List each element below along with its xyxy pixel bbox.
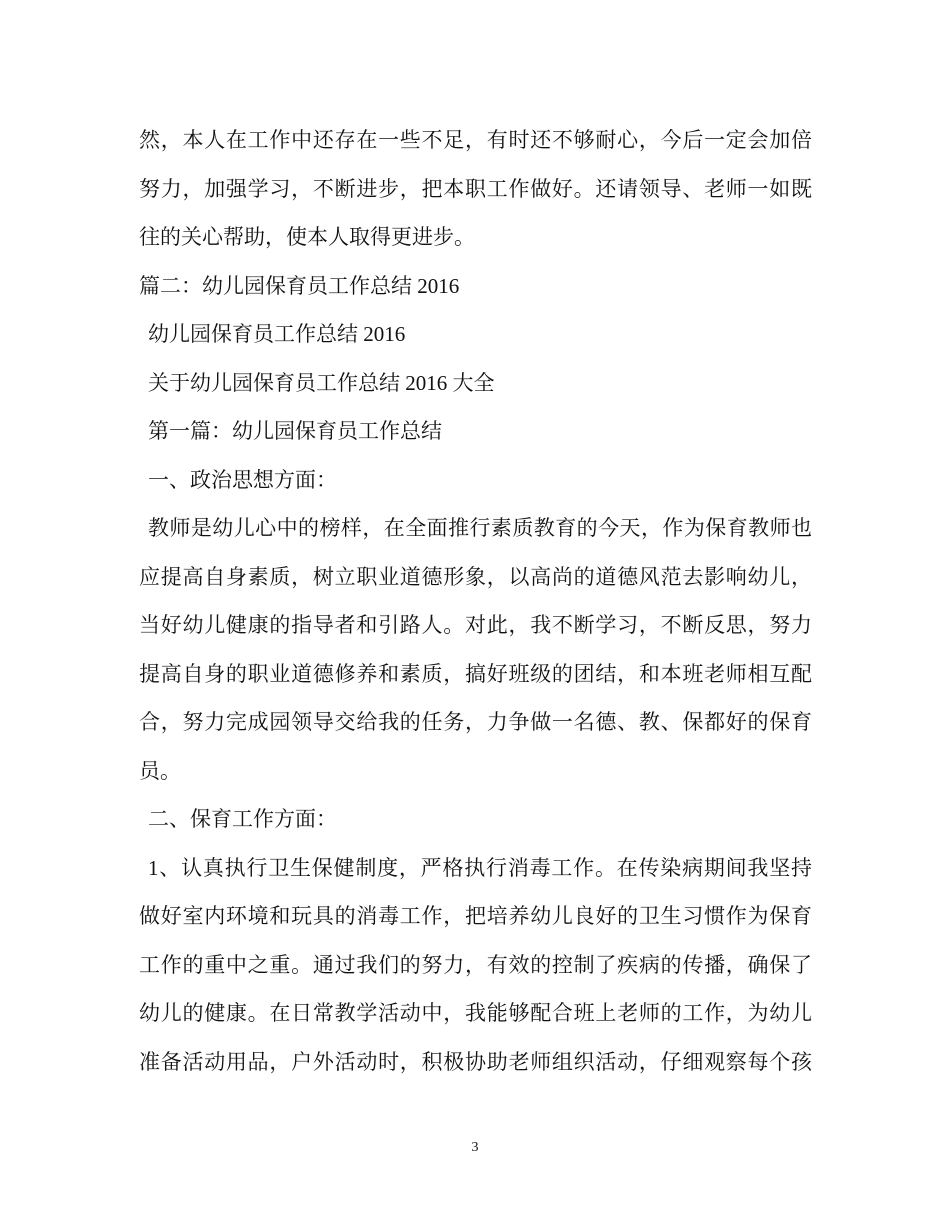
document-subtitle: 关于幼儿园保育员工作总结 2016 大全 xyxy=(148,370,495,395)
document-title: 幼儿园保育员工作总结 2016 xyxy=(148,322,406,346)
page-number: 3 xyxy=(471,1140,479,1155)
text-line: 然，本人在工作中还存在一些不足，有时还不够耐心，今后一定会加倍 xyxy=(139,128,812,152)
text-line: 做好室内环境和玩具的消毒工作，把培养幼儿良好的卫生习惯作为保育 xyxy=(139,904,812,928)
document-body xyxy=(139,116,812,1086)
chapter-heading: 第一篇：幼儿园保育员工作总结 xyxy=(148,419,442,443)
text-line: 准备活动用品，户外活动时，积极协助老师组织活动，仔细观察每个孩 xyxy=(139,1049,812,1074)
text-line: 往的关心帮助，使本人取得更进步。 xyxy=(139,225,475,249)
text-line: 努力，加强学习，不断进步，把本职工作做好。还请领导、老师一如既 xyxy=(139,176,812,201)
text-line: 教师是幼儿心中的榜样，在全面推行素质教育的今天，作为保育教师也 xyxy=(148,516,812,540)
text-line: 应提高自身素质，树立职业道德形象，以高尚的道德风范去影响幼儿， xyxy=(139,564,812,589)
text-line: 提高自身的职业道德修养和素质，搞好班级的团结，和本班老师相互配 xyxy=(139,661,812,686)
subsection-heading: 二、保育工作方面： xyxy=(148,807,337,831)
subsection-heading: 一、政治思想方面： xyxy=(148,467,337,492)
text-line: 工作的重中之重。通过我们的努力，有效的控制了疾病的传播，确保了 xyxy=(139,952,812,977)
text-line: 合，努力完成园领导交给我的任务，力争做一名德、教、保都好的保育 xyxy=(139,710,812,734)
text-line: 幼儿的健康。在日常教学活动中，我能够配合班上老师的工作，为幼儿 xyxy=(139,1001,812,1025)
section-heading: 篇二：幼儿园保育员工作总结 2016 xyxy=(139,273,460,298)
text-line: 员。 xyxy=(139,758,181,783)
text-line: 当好幼儿健康的指导者和引路人。对此，我不断学习，不断反思，努力 xyxy=(139,613,812,637)
text-line: 1、认真执行卫生保健制度，严格执行消毒工作。在传染病期间我坚持 xyxy=(148,855,812,880)
